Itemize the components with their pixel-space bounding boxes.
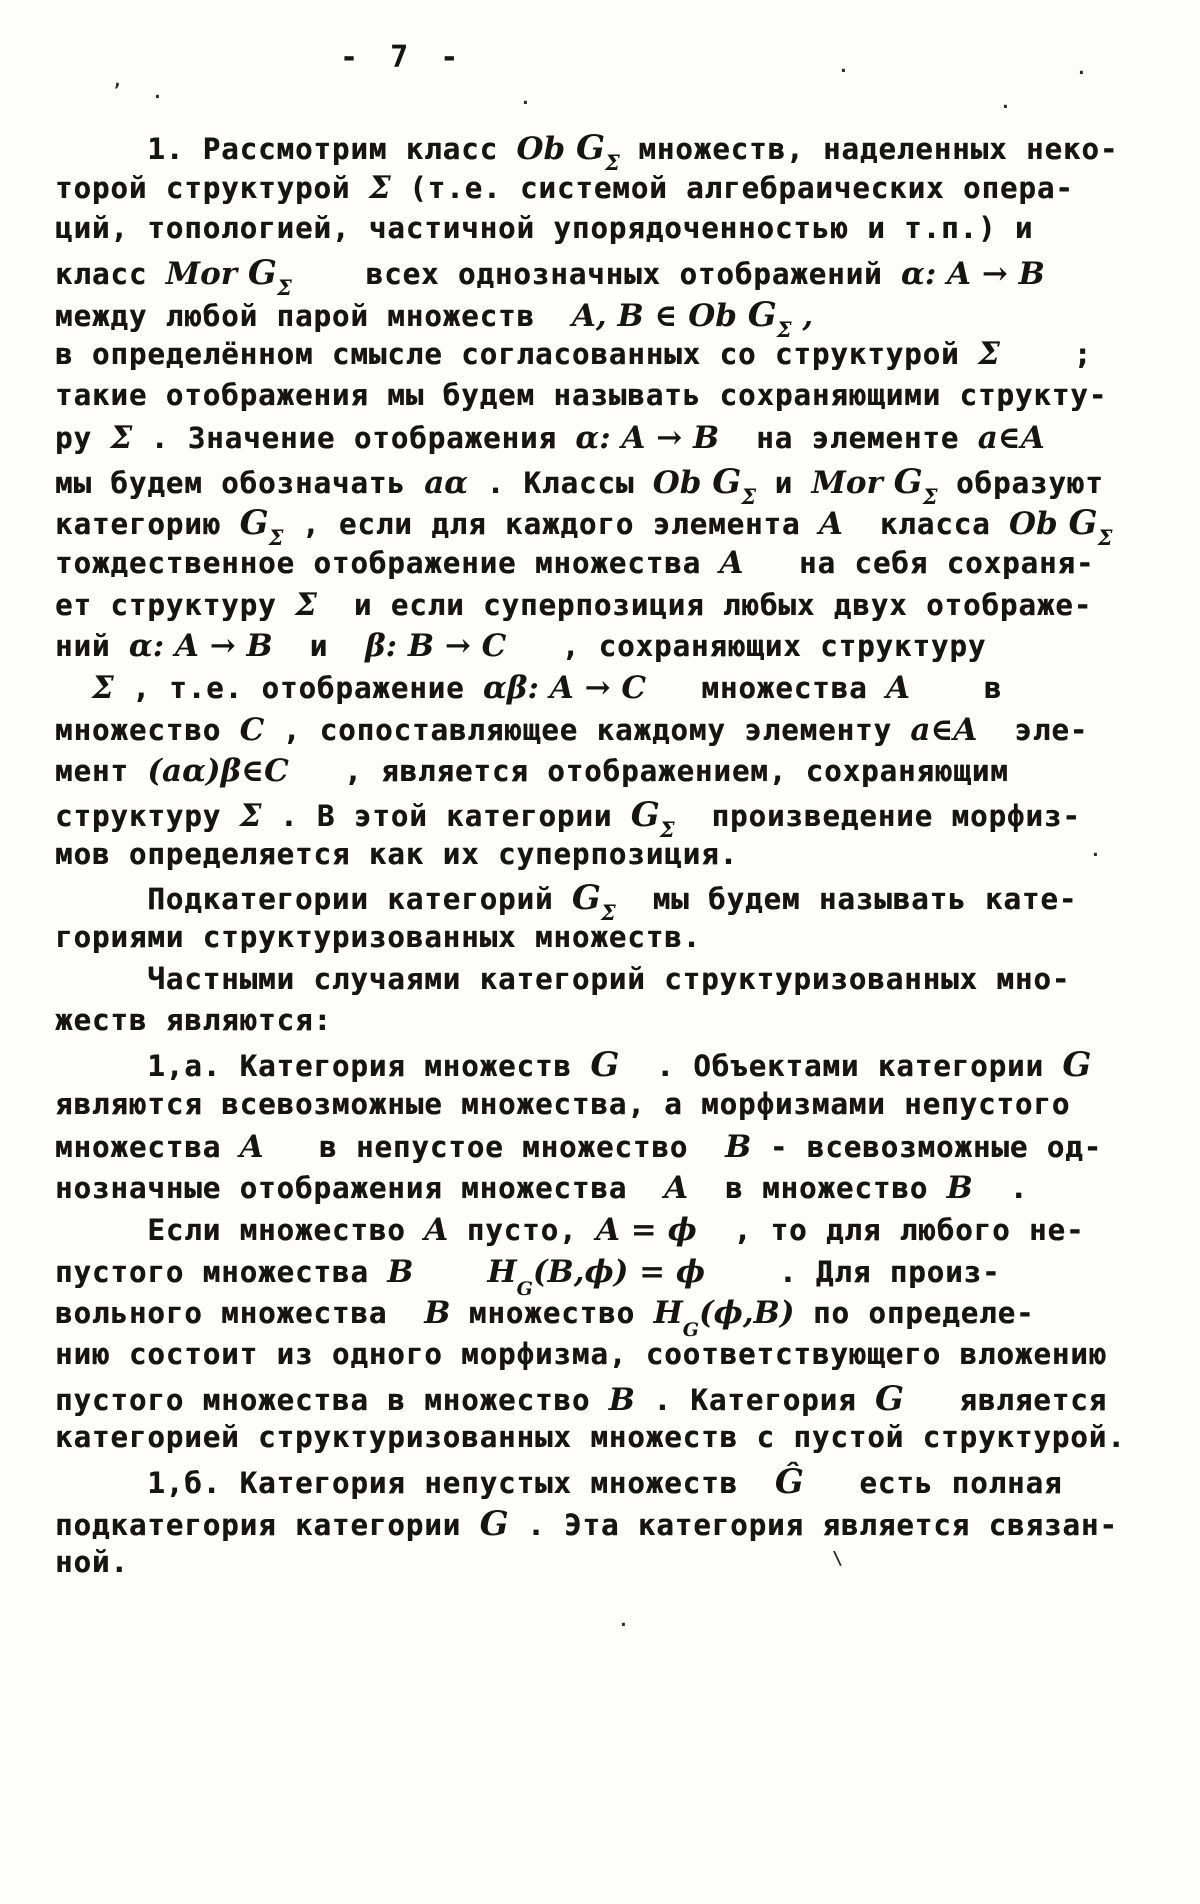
typewriter-text: в непустое множество bbox=[263, 1129, 726, 1164]
category-symbol: G bbox=[747, 294, 777, 335]
typewriter-text: гориями структуризованных множеств. bbox=[55, 920, 702, 955]
document-body bbox=[55, 128, 1170, 1587]
math-symbol: Ob bbox=[652, 464, 713, 501]
typewriter-text: ру bbox=[55, 420, 111, 455]
typewriter-text: в множество bbox=[688, 1171, 947, 1206]
math-symbol: A, B ∈ Ob bbox=[571, 297, 748, 334]
text-lines bbox=[55, 128, 1170, 1587]
sigma-subscript: Σ bbox=[1097, 525, 1113, 551]
typewriter-text: структуру bbox=[55, 799, 240, 833]
category-symbol: G bbox=[479, 1503, 509, 1544]
typewriter-text: категорией структуризованных множеств с пустой структурой. bbox=[55, 1420, 1126, 1455]
scan-speck: . bbox=[618, 1610, 629, 1631]
math-symbol: α: A → B bbox=[128, 628, 273, 665]
typewriter-text: мов определяется как их суперпозиция. bbox=[55, 836, 739, 871]
text-line bbox=[55, 336, 1170, 378]
scan-speck: . bbox=[1000, 92, 1011, 113]
typewriter-text: тождественное отображение множества bbox=[55, 545, 720, 580]
category-symbol: G bbox=[712, 461, 742, 502]
typewriter-text: является bbox=[904, 1382, 1108, 1417]
typewriter-text: , если для каждого элемента bbox=[283, 507, 819, 542]
text-line bbox=[55, 170, 1170, 212]
typewriter-text: и если суперпозиция любых двух отображе- bbox=[316, 587, 1093, 622]
sigma-subscript: Σ bbox=[605, 150, 620, 175]
typewriter-text: множество bbox=[55, 712, 240, 747]
math-symbol: Σ bbox=[368, 169, 391, 206]
math-symbol: αβ: A → C bbox=[483, 669, 647, 706]
text-line bbox=[55, 962, 1170, 1004]
typewriter-text: категорию bbox=[55, 507, 240, 542]
category-symbol: G bbox=[893, 461, 923, 502]
typewriter-text: и bbox=[756, 465, 812, 500]
text-line bbox=[55, 837, 1170, 879]
typewriter-text: множеств, наделенных неко- bbox=[619, 132, 1119, 166]
math-symbol: (ϕ,B) bbox=[699, 1295, 795, 1332]
math-symbol: Σ bbox=[110, 419, 133, 456]
math-symbol: A bbox=[664, 1170, 689, 1207]
typewriter-text bbox=[55, 671, 92, 705]
category-symbol-subscript: G bbox=[516, 1277, 533, 1300]
typewriter-text: торой структурой bbox=[55, 170, 369, 205]
text-line bbox=[55, 753, 1170, 795]
typewriter-text: эле- bbox=[977, 712, 1089, 747]
typewriter-text: жеств являются: bbox=[55, 1003, 332, 1038]
category-symbol: G bbox=[1068, 503, 1098, 544]
typewriter-text: , сопоставляющее каждому элементу bbox=[264, 712, 911, 747]
typewriter-text: вольного множества bbox=[55, 1296, 425, 1331]
math-symbol: C bbox=[239, 711, 265, 748]
typewriter-text: по определе- bbox=[794, 1296, 1035, 1331]
typewriter-text: , сохраняющих структуру bbox=[506, 629, 987, 664]
math-symbol: Mor bbox=[811, 464, 894, 501]
typewriter-text: - всевозможные од- bbox=[751, 1129, 1103, 1164]
typewriter-text: произведение морфиз- bbox=[674, 799, 1081, 833]
category-symbol: G bbox=[874, 1378, 905, 1419]
text-line bbox=[55, 920, 1170, 962]
typewriter-text: пустого множества bbox=[55, 1254, 388, 1289]
typewriter-text: класс bbox=[55, 257, 166, 292]
typewriter-text: . Эта категория является связан- bbox=[508, 1507, 1118, 1542]
typewriter-text: 1. Рассмотрим класс bbox=[55, 132, 517, 166]
math-symbol: H bbox=[487, 1253, 517, 1290]
math-symbol: B bbox=[387, 1253, 414, 1290]
text-line bbox=[55, 545, 1170, 587]
text-line bbox=[55, 795, 1170, 842]
typewriter-text: пустого множества в множество bbox=[55, 1382, 609, 1417]
typewriter-text: , является отображением, сохраняющим bbox=[288, 754, 1009, 789]
math-symbol: , bbox=[791, 297, 814, 334]
sigma-subscript: Σ bbox=[268, 525, 284, 551]
typewriter-text: в bbox=[910, 670, 1003, 705]
typewriter-text: (т.е. системой алгебраических опера- bbox=[390, 170, 1074, 205]
math-symbol: A bbox=[239, 1128, 264, 1165]
category-symbol: G bbox=[571, 878, 601, 919]
typewriter-text: подкатегория категории bbox=[55, 1507, 480, 1542]
typewriter-text: Если множество bbox=[55, 1212, 425, 1247]
scan-speck: . bbox=[838, 56, 849, 77]
category-symbol: G bbox=[590, 1045, 620, 1086]
math-symbol: A bbox=[424, 1211, 449, 1248]
typewriter-text: 1,б. Категория непустых множеств bbox=[55, 1466, 775, 1500]
text-line bbox=[55, 253, 1170, 301]
text-line bbox=[55, 1420, 1170, 1462]
typewriter-text: нию состоит из одного морфизма, соответствующего вложению bbox=[55, 1336, 1108, 1371]
text-line bbox=[55, 211, 1170, 253]
math-symbol: a∈A bbox=[977, 419, 1045, 456]
typewriter-text: ний bbox=[55, 629, 129, 664]
text-line bbox=[55, 420, 1170, 462]
math-symbol: Mor bbox=[165, 256, 248, 293]
math-symbol: A bbox=[886, 669, 911, 706]
typewriter-text: . Значение отображения bbox=[132, 420, 576, 455]
page-number: - 7 - bbox=[340, 40, 466, 75]
scan-speck: . bbox=[520, 88, 531, 109]
text-line bbox=[55, 503, 1170, 551]
typewriter-text: ной. bbox=[55, 1545, 129, 1580]
typewriter-text: являются всевозможные множества, а морфизмами непустого bbox=[55, 1086, 1071, 1121]
typewriter-text: мент bbox=[55, 754, 148, 789]
typewriter-text: . Для произ- bbox=[705, 1254, 1001, 1289]
typewriter-text: 1,а. Категория множеств bbox=[55, 1049, 591, 1084]
typewriter-text: есть полная bbox=[803, 1466, 1063, 1500]
text-line bbox=[55, 1545, 1170, 1587]
typewriter-text: ций, топологией, частичной упорядоченностью и т.п.) и bbox=[55, 211, 1034, 246]
sigma-subscript: Σ bbox=[600, 900, 616, 926]
math-symbol: (aα)β∈C bbox=[147, 753, 289, 790]
sigma-subscript: Σ bbox=[776, 316, 792, 342]
text-line bbox=[55, 128, 1170, 175]
math-symbol: B bbox=[946, 1170, 973, 1207]
typewriter-text: нозначные отображения множества bbox=[55, 1171, 665, 1206]
typewriter-text: мы будем обозначать bbox=[55, 465, 425, 500]
typewriter-text: ет структуру bbox=[55, 587, 295, 622]
text-line bbox=[55, 1212, 1170, 1254]
math-symbol: Σ bbox=[91, 669, 114, 706]
typewriter-text: . Классы bbox=[468, 465, 653, 500]
text-line bbox=[55, 628, 1170, 670]
typewriter-text: на себя сохраня- bbox=[743, 545, 1095, 580]
sigma-subscript: Σ bbox=[922, 483, 938, 509]
typewriter-text: и bbox=[272, 629, 366, 664]
text-line bbox=[55, 1253, 1170, 1300]
typewriter-text: между любой парой множеств bbox=[55, 298, 572, 333]
math-symbol: α: A → B bbox=[575, 419, 720, 456]
category-symbol-hat: Ĝ bbox=[774, 1462, 804, 1502]
text-line bbox=[55, 1379, 1170, 1421]
category-symbol: G bbox=[1062, 1045, 1092, 1086]
sigma-subscript: Σ bbox=[276, 275, 292, 301]
scan-speck: . bbox=[1076, 58, 1087, 79]
text-line bbox=[55, 1504, 1170, 1546]
text-line bbox=[55, 1337, 1170, 1379]
math-symbol: H bbox=[653, 1295, 683, 1332]
typewriter-text: . Категория bbox=[635, 1382, 875, 1417]
text-line bbox=[55, 1129, 1170, 1171]
typewriter-text: , т.е. отображение bbox=[113, 670, 484, 705]
math-symbol: Σ bbox=[294, 586, 317, 623]
math-symbol: B bbox=[608, 1381, 635, 1418]
typewriter-text: , то для любого не- bbox=[696, 1212, 1085, 1247]
math-symbol: Ob bbox=[1009, 506, 1069, 543]
sigma-subscript: Σ bbox=[659, 817, 675, 842]
math-symbol: aα bbox=[424, 464, 469, 501]
typewriter-text: ; bbox=[999, 337, 1093, 372]
typewriter-text bbox=[413, 1255, 487, 1289]
typewriter-text: пусто, bbox=[448, 1212, 596, 1247]
category-symbol: G bbox=[575, 128, 606, 168]
typewriter-text: множества bbox=[55, 1129, 240, 1164]
typewriter-text: . bbox=[972, 1171, 1029, 1206]
text-line bbox=[55, 461, 1170, 509]
math-symbol: (B,ϕ) = ϕ bbox=[532, 1253, 706, 1290]
text-line bbox=[55, 1170, 1170, 1212]
typewriter-text: множества bbox=[646, 670, 886, 705]
typewriter-text: на элементе bbox=[719, 420, 978, 455]
typewriter-text: Частными случаями категорий структуризованных мно- bbox=[55, 961, 1071, 996]
category-symbol: G bbox=[630, 795, 660, 835]
typewriter-text: всех однозначных отображений bbox=[291, 257, 901, 292]
typewriter-text: такие отображения мы будем называть сохраняющими структу- bbox=[55, 378, 1108, 413]
typewriter-text: . Объектами категории bbox=[619, 1049, 1063, 1084]
math-symbol: Σ bbox=[239, 798, 262, 834]
text-line bbox=[55, 294, 1170, 342]
math-symbol: β: B → C bbox=[365, 628, 507, 665]
typewriter-text: Подкатегории категорий bbox=[55, 882, 572, 917]
typewriter-text: . В этой категории bbox=[261, 799, 631, 833]
sigma-subscript: Σ bbox=[741, 483, 757, 509]
math-symbol: α: A → B bbox=[900, 256, 1045, 293]
scan-speck: \ bbox=[832, 1548, 843, 1569]
text-line bbox=[55, 1295, 1170, 1342]
math-symbol: B bbox=[725, 1128, 752, 1165]
typewriter-text: образуют bbox=[937, 465, 1104, 500]
text-line bbox=[55, 712, 1170, 754]
typewriter-text: в определённом смысле согласованных со структурой bbox=[55, 337, 978, 372]
math-symbol: a∈A bbox=[910, 711, 978, 748]
math-symbol: B bbox=[424, 1295, 451, 1332]
text-line bbox=[55, 1087, 1170, 1129]
text-line bbox=[55, 1003, 1170, 1045]
math-symbol: Ob bbox=[516, 131, 576, 167]
category-symbol: G bbox=[247, 253, 277, 294]
typewriter-text: множество bbox=[450, 1296, 654, 1331]
text-line bbox=[55, 1045, 1170, 1087]
scan-speck: . bbox=[1090, 840, 1101, 861]
text-line bbox=[55, 378, 1170, 420]
text-line bbox=[55, 1462, 1170, 1504]
scan-speck: . bbox=[152, 82, 163, 103]
math-symbol: A bbox=[719, 544, 744, 581]
typewriter-text: класса bbox=[842, 507, 1010, 542]
category-symbol: G bbox=[239, 503, 269, 544]
text-line bbox=[55, 878, 1170, 926]
text-line bbox=[55, 587, 1170, 629]
math-symbol: A = ϕ bbox=[595, 1211, 697, 1248]
typewriter-text: мы будем называть кате- bbox=[615, 882, 1078, 917]
math-symbol: A bbox=[818, 506, 843, 543]
math-symbol: Σ bbox=[977, 336, 1000, 373]
text-line bbox=[55, 670, 1170, 712]
category-symbol-subscript: G bbox=[682, 1319, 699, 1342]
scan-speck: , bbox=[112, 70, 123, 91]
